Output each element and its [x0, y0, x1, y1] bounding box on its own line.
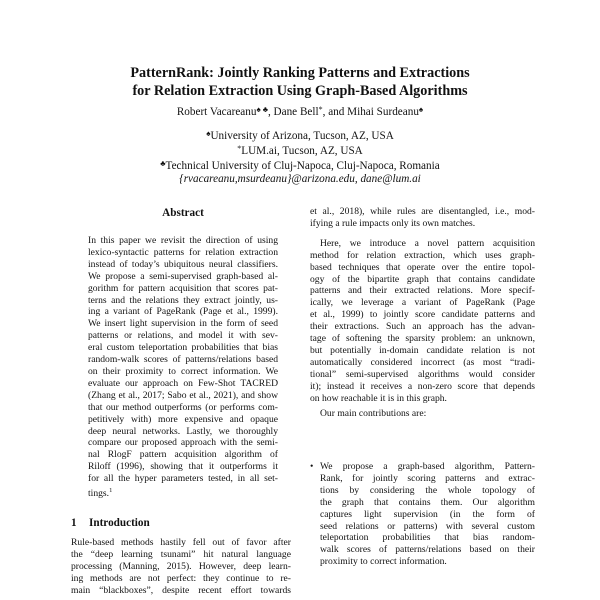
body-line: et al., 2018), while rules are disentangled, i.e., mod-: [310, 206, 535, 217]
abstract-line: In this paper we revisit the direction of using: [88, 235, 278, 246]
body-line: automatically considered incorrect (as most “tradi-: [310, 356, 535, 368]
abstract-line: We insert light supervision in the form of seed: [88, 318, 278, 330]
section-title: Introduction: [89, 517, 150, 529]
intro-line: the “deep learning tsunami” hit natural language: [71, 548, 291, 560]
author-list: [0, 103, 600, 119]
bullet-line: teleportation probabilities that bias random-: [320, 532, 535, 544]
abstract-line: nal RlogF pattern acquisition algorithm of: [88, 449, 278, 461]
abstract-line: ing a variant of PageRank (Page et al., 1999).: [88, 306, 278, 318]
bullet-line: We propose a graph-based algorithm, Pattern-: [320, 461, 535, 472]
abstract-last-line: [88, 485, 278, 500]
author-2-affiliation-mark: *: [318, 105, 323, 114]
bullet-line: the graph that contains them. Our algorithm: [320, 496, 535, 508]
bullet-line: walk scores of patterns/relations based on their: [320, 544, 535, 556]
affiliation-2: [0, 142, 600, 158]
author-separator-2: , and: [322, 106, 348, 118]
abstract-line: (Zhang et al., 2017; Sabo et al., 2021), and show: [88, 389, 278, 401]
affiliation-1: [0, 127, 600, 143]
abstract-line: We propose a semi-supervised graph-based al-: [88, 270, 278, 282]
author-separator-1: ,: [267, 106, 274, 118]
introduction-body: [71, 537, 291, 597]
affiliation-mark: ♠: [206, 129, 211, 138]
affiliation-text: University of Arizona, Tucson, AZ, USA: [210, 130, 394, 142]
author-emails: {rvacareanu,msurdeanu}@arizona.edu, dane@lum.ai: [179, 173, 421, 185]
abstract-line: lexico-syntactic patterns for relation extraction: [88, 246, 278, 258]
abstract-line: for all the hyper parameters tested, in all set-: [88, 473, 278, 485]
abstract-line: that our method outperforms (or performs com-: [88, 401, 278, 413]
bullet-line: proximity to correct information.: [320, 556, 447, 568]
contribution-bullet: [320, 461, 535, 568]
body-line: on how reachable it is in this graph.: [310, 392, 447, 404]
abstract-line: eral custom teleportation probabilities that bias: [88, 342, 278, 354]
body-line: it); instead it receives a non-zero score that depends: [310, 380, 535, 392]
affiliation-text: Technical University of Cluj-Napoca, Cluj-Napoca, Romania: [165, 160, 440, 172]
body-line: tional” semi-supervised algorithms would consider: [310, 368, 535, 380]
abstract-line: on their proximity to correct information. We: [88, 365, 278, 377]
intro-line: ing methods are not perfect: they continue to re-: [71, 572, 291, 584]
author-3-affiliation-mark: ♠: [418, 105, 424, 114]
bullet-marker: •: [310, 461, 314, 472]
author-1: Robert Vacareanu: [176, 106, 257, 118]
abstract-line: gorithm for pattern acquisition that scores pat-: [88, 282, 278, 294]
body-line: ogy of the bipartite graph that contains candidate: [310, 273, 535, 285]
right-column-body: [310, 206, 535, 419]
body-line: their extractions. Such an approach has the advan-: [310, 321, 535, 333]
abstract-line: petitively with) more expensive and opaque: [88, 413, 278, 425]
author-2: Dane Bell: [273, 106, 319, 118]
author-3: Mihai Surdeanu: [347, 106, 419, 118]
intro-line: Rule-based methods hastily fell out of favor after: [71, 537, 291, 548]
footnote-marker[interactable]: 1: [109, 487, 113, 495]
body-line: et al., 1999) to jointly score candidate patterns and: [310, 309, 535, 321]
section-number: 1: [71, 517, 77, 529]
paper-title-line-1: PatternRank: Jointly Ranking Patterns and Extractions: [130, 65, 470, 81]
abstract-heading: Abstract: [162, 207, 204, 219]
body-line: tage of softening the sparsity problem: an unknown,: [310, 333, 535, 345]
abstract-line: evaluate our approach on Few-Shot TACRED: [88, 377, 278, 389]
abstract-line: Riloff (1996), showing that it outperforms it: [88, 461, 278, 473]
affiliation-mark: *: [237, 144, 242, 153]
body-line: method for relation extraction, which uses graph-: [310, 249, 535, 261]
abstract-line: deep neural networks. Lastly, we thoroughly: [88, 425, 278, 437]
bullet-line: captures light supervision (in the form of: [320, 508, 535, 520]
intro-line: main “blackboxes”, despite recent effort towards: [71, 584, 291, 596]
section-heading-introduction: [71, 516, 150, 530]
abstract-line: terns and the relations they extract jointly, us-: [88, 294, 278, 306]
affiliation-mark: ♣: [160, 159, 166, 168]
body-line: ically, we leverage a variant of PageRank (Page: [310, 297, 535, 309]
paper-title-line-2: for Relation Extraction Using Graph-Based Algorithms: [132, 83, 468, 99]
bullet-line: Rank, for jointly scoring patterns and extrac-: [320, 472, 535, 484]
affiliation-3: [0, 157, 600, 173]
bullet-line: tions by considering the whole topology of: [320, 484, 535, 496]
abstract-line: compare our proposed approach with the semi-: [88, 437, 278, 449]
body-line: based techniques that operate over the entire topol-: [310, 261, 535, 273]
body-line: patterns and their extracted relations. More specif-: [310, 285, 535, 297]
bullet-line: seed relations or patterns) with several custom: [320, 520, 535, 532]
abstract-line: instead of today’s ubiquitous neural classifiers.: [88, 258, 278, 270]
body-line: Here, we introduce a novel pattern acquisition: [320, 237, 535, 249]
contributions-lead: Our main contributions are:: [320, 407, 427, 419]
abstract-line: tings.: [88, 488, 110, 500]
abstract-body: [88, 235, 278, 500]
intro-line: processing (Manning, 2015). However, deep learn-: [71, 560, 291, 572]
body-line: ifying a rule impacts only its own matches.: [310, 217, 476, 229]
abstract-line: patterns or relations, and model it with sev-: [88, 330, 278, 342]
body-line: but potentially in-domain candidate relation is not: [310, 344, 535, 356]
affiliation-text: LUM.ai, Tucson, AZ, USA: [241, 145, 363, 157]
author-1-affiliation-marks: ♠ ♣: [256, 105, 268, 114]
abstract-line: random-walk scores of patterns/relations based: [88, 354, 278, 366]
